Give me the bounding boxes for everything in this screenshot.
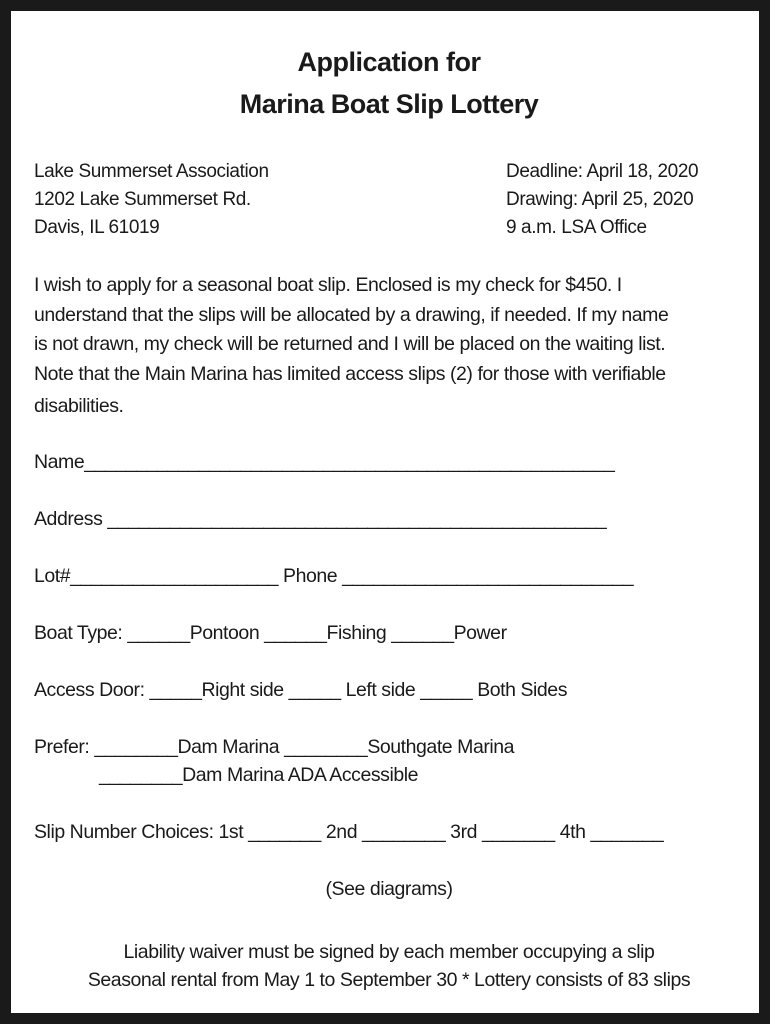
form-title-line2: Marina Boat Slip Lottery	[239, 89, 539, 119]
slip-choices-field[interactable]: Slip Number Choices: 1st _______ 2nd ________ 3rd _______ 4th _______	[34, 821, 664, 843]
intro-line: is not drawn, my check will be returned and I will be placed on the waiting list.	[34, 333, 666, 355]
form-title-line1: Application for	[297, 47, 481, 77]
intro-line: understand that the slips will be allocated by a drawing, if needed. If my name	[34, 303, 669, 326]
drawing-date: Drawing: April 25, 2020	[506, 189, 694, 210]
drawing-location: 9 a.m. LSA Office	[506, 217, 647, 238]
deadline: Deadline: April 18, 2020	[506, 161, 699, 182]
prefer-ada-field[interactable]: ________Dam Marina ADA Accessible	[99, 764, 419, 786]
name-field[interactable]: Name___________________________________________________	[34, 451, 615, 473]
intro-line: disabilities.	[34, 395, 124, 417]
address-field[interactable]: Address ________________________________________________	[34, 508, 607, 530]
intro-line: Note that the Main Marina has limited access slips (2) for those with verifiable	[34, 362, 666, 385]
prefer-field[interactable]: Prefer: ________Dam Marina ________Southgate Marina	[34, 736, 515, 758]
lot-phone-field[interactable]: Lot#____________________ Phone ____________________________	[34, 565, 634, 587]
intro-paragraph	[34, 271, 739, 422]
intro-line: I wish to apply for a seasonal boat slip. Enclosed is my check for $450. I	[34, 274, 622, 296]
org-name: Lake Summerset Association	[34, 161, 269, 182]
see-diagrams-note: (See diagrams)	[325, 878, 453, 900]
org-city: Davis, IL 61019	[34, 217, 160, 238]
boat-type-field[interactable]: Boat Type: ______Pontoon ______Fishing ______Power	[34, 622, 507, 644]
footer-waiver: Liability waiver must be signed by each member occupying a slip	[123, 941, 655, 963]
access-door-field[interactable]: Access Door: _____Right side _____ Left side _____ Both Sides	[34, 679, 568, 701]
footer-rental: Seasonal rental from May 1 to September 30 * Lottery consists of 83 slips	[87, 969, 691, 991]
org-street: 1202 Lake Summerset Rd.	[34, 189, 251, 210]
